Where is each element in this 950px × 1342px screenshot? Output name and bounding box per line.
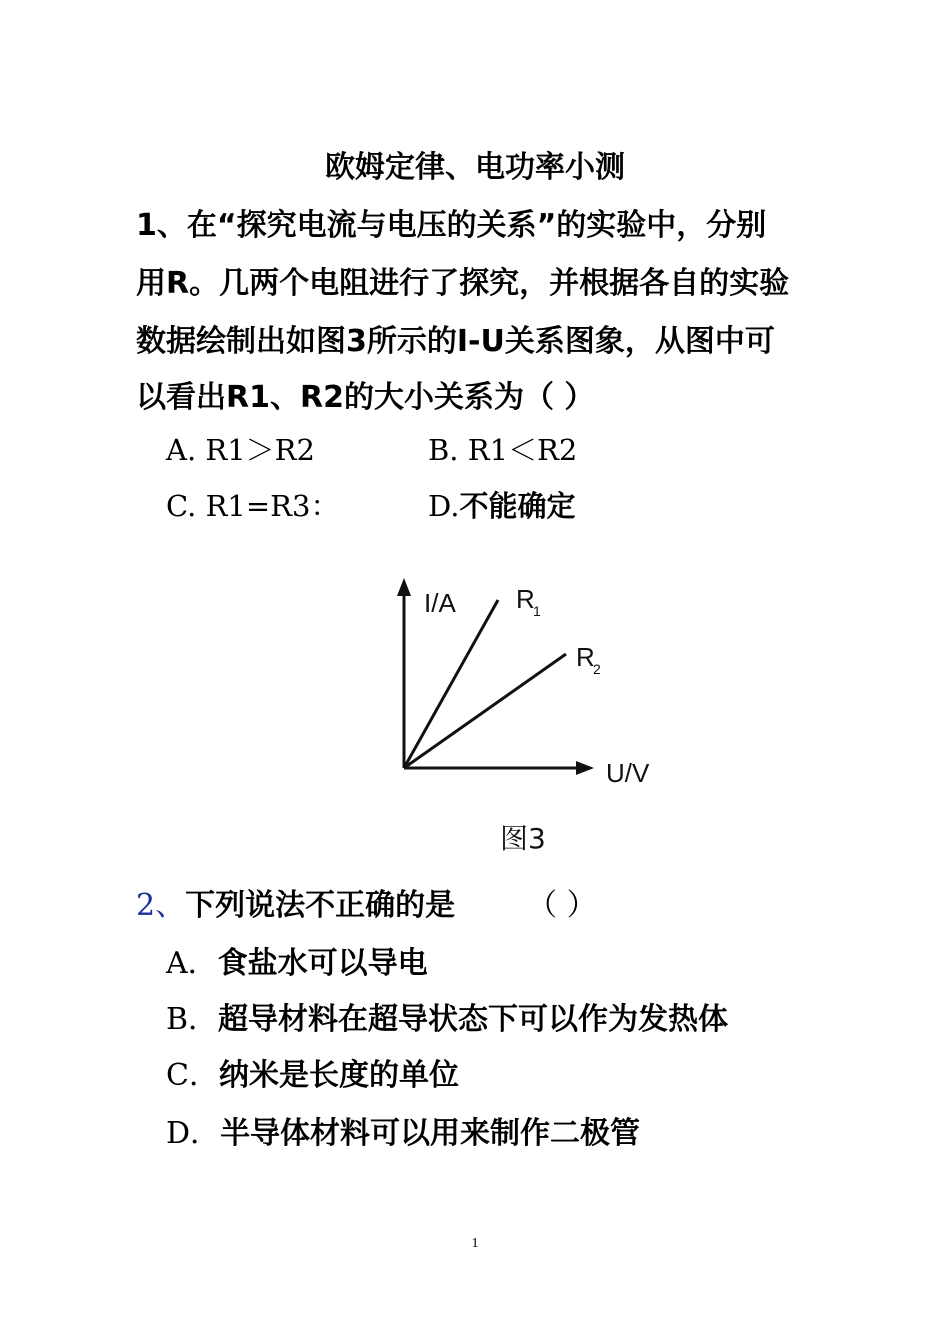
y-axis-label: I/A xyxy=(424,588,456,618)
question-2-option-a xyxy=(166,938,428,982)
question-1-line-3: 数据绘制出如图3所示的I-U关系图象，从图中可 xyxy=(136,324,775,359)
question-2-option-b xyxy=(166,994,728,1038)
option-label: D． xyxy=(166,1116,221,1151)
option-d-text: 不能确定 xyxy=(459,489,576,523)
option-text: 食盐水可以导电 xyxy=(217,946,428,981)
option-d-label: D. xyxy=(428,489,460,523)
page-title: 欧姆定律、电功率小测 xyxy=(325,150,625,185)
page-number: 1 xyxy=(471,1236,479,1251)
question-1-option-c: C. R1=R3： xyxy=(166,489,340,523)
option-text: 半导体材料可以用来制作二极管 xyxy=(220,1116,641,1151)
option-text: 纳米是长度的单位 xyxy=(218,1058,459,1093)
x-axis-label: U/V xyxy=(606,758,650,788)
r1-label: R xyxy=(516,584,535,614)
r2-label: R xyxy=(576,642,595,672)
option-text: 超导材料在超导状态下可以作为发热体 xyxy=(218,1002,729,1037)
question-2-number: 2、 xyxy=(136,888,186,923)
question-2-option-d xyxy=(166,1108,640,1152)
r1-line xyxy=(404,600,498,768)
question-1-option-b: B. R1＜R2 xyxy=(428,433,578,467)
question-2-header xyxy=(136,880,597,924)
y-axis-arrow xyxy=(397,578,411,596)
question-2-answer-blank: （ ） xyxy=(527,888,597,923)
figure-caption: 图3 xyxy=(500,822,546,855)
r2-line xyxy=(404,654,566,768)
option-label: A． xyxy=(166,946,218,981)
question-2-option-c xyxy=(166,1050,459,1094)
r2-subscript: 2 xyxy=(593,661,601,677)
iu-graph-figure xyxy=(380,570,680,860)
question-1-option-a: A. R1＞R2 xyxy=(166,433,315,467)
question-2-text: 下列说法不正确的是 xyxy=(185,888,456,923)
x-axis-arrow xyxy=(576,761,594,775)
question-1-option-d xyxy=(428,484,575,525)
question-1-line-4: 以看出R1、R2的大小关系为（ ） xyxy=(136,380,595,415)
r1-subscript: 1 xyxy=(533,603,541,619)
question-1-line-2: 用R。几两个电阻进行了探究，并根据各自的实验 xyxy=(136,266,790,301)
option-label: B． xyxy=(166,1002,219,1037)
question-1-line-1: 1、在“探究电流与电压的关系”的实验中，分别 xyxy=(136,208,767,243)
option-label: C． xyxy=(166,1058,219,1093)
